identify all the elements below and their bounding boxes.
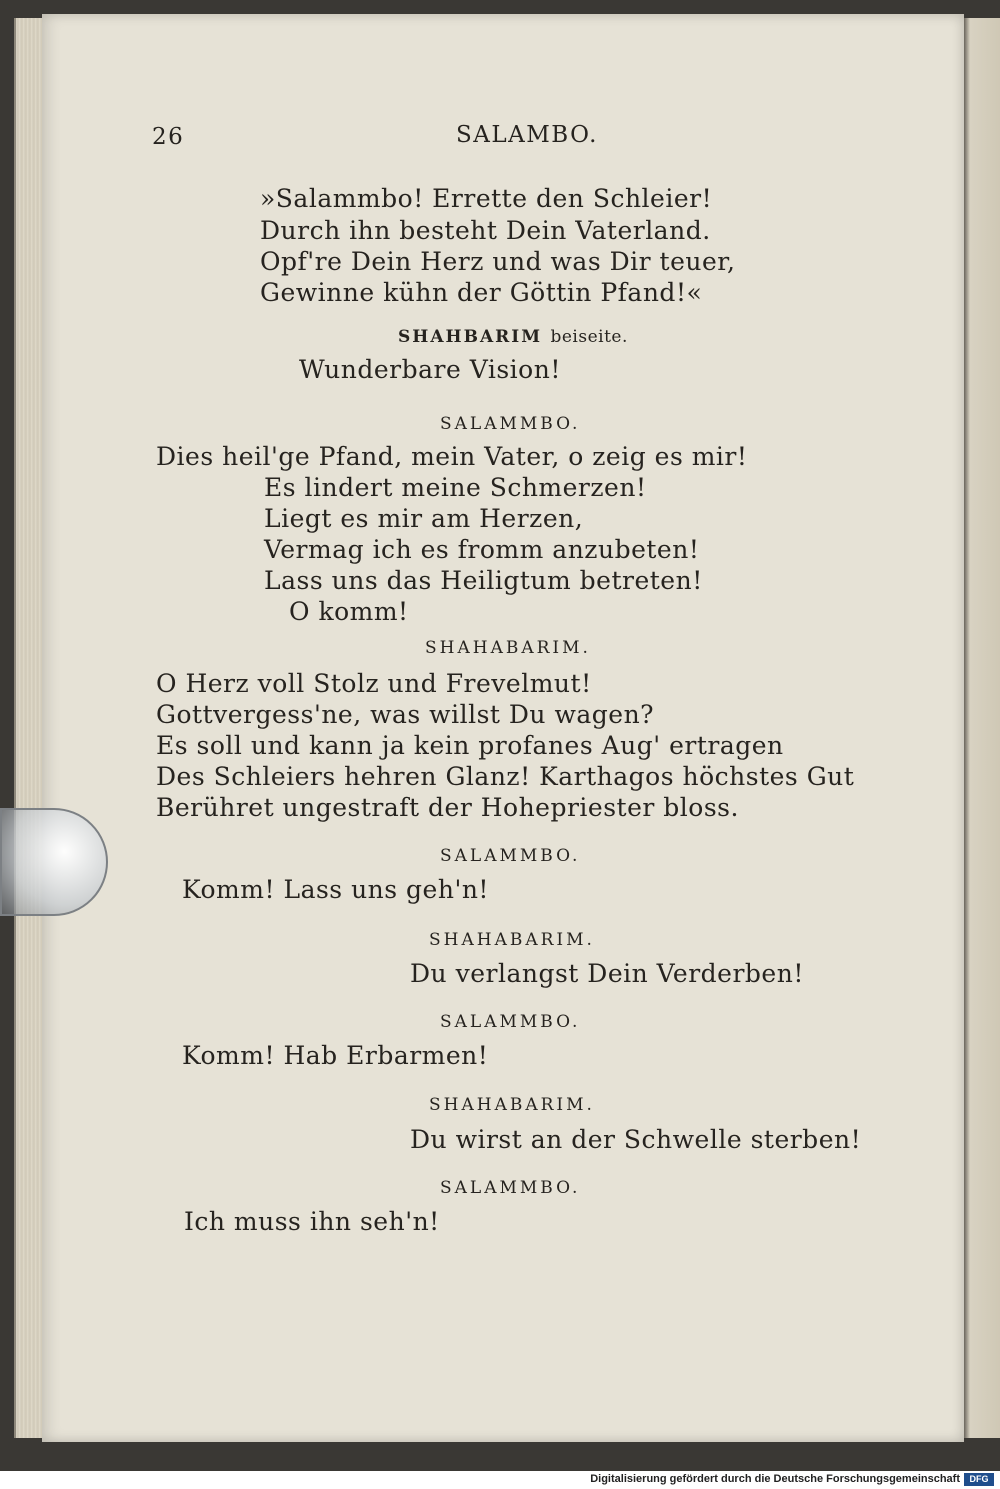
speaker-name: SHAHBARIM <box>398 327 543 347</box>
page-number: 26 <box>152 124 185 150</box>
verse-line: »Salammbo! Errette den Schleier! <box>260 184 713 213</box>
stage-direction: beiseite. <box>550 327 628 347</box>
speaker-heading: SHAHABARIM. <box>429 1095 595 1115</box>
verse-line: Berühret ungestraft der Hohepriester bloss. <box>156 793 739 822</box>
verse-line: Vermag ich es fromm anzubeten! <box>264 535 700 564</box>
page-clip <box>0 808 108 916</box>
verse-line: Liegt es mir am Herzen, <box>264 504 584 533</box>
speaker-heading: SALAMMBO. <box>440 1178 581 1198</box>
speaker-heading: SALAMMBO. <box>440 414 581 434</box>
verse-line: Du verlangst Dein Verderben! <box>410 959 804 988</box>
verse-line: Des Schleiers hehren Glanz! Karthagos höchstes Gut <box>156 762 855 791</box>
verse-line: Durch ihn besteht Dein Vaterland. <box>260 216 711 245</box>
book-page <box>42 14 964 1442</box>
funding-credit: Digitalisierung gefördert durch die Deutsche Forschungsgemeinschaft <box>590 1473 960 1485</box>
speaker-heading: SHAHABARIM. <box>425 638 591 658</box>
verse-line: Gottvergess'ne, was willst Du wagen? <box>156 700 655 729</box>
verse-line: Wunderbare Vision! <box>299 355 561 384</box>
dfg-logo: DFG <box>964 1473 994 1486</box>
verse-line: Ich muss ihn seh'n! <box>184 1207 440 1236</box>
verse-line: Dies heil'ge Pfand, mein Vater, o zeig es mir! <box>156 442 748 471</box>
speaker-heading: SALAMMBO. <box>440 846 581 866</box>
running-title: SALAMBO. <box>456 122 598 148</box>
verse-line: Es lindert meine Schmerzen! <box>264 473 647 502</box>
verse-line: Du wirst an der Schwelle sterben! <box>410 1125 862 1154</box>
verse-line: Gewinne kühn der Göttin Pfand!« <box>260 278 703 307</box>
verse-line: Lass uns das Heiligtum betreten! <box>264 566 703 595</box>
verse-line: Komm! Hab Erbarmen! <box>182 1041 489 1070</box>
footer-bar <box>0 1471 1000 1489</box>
speaker-heading: SHAHABARIM. <box>429 930 595 950</box>
speaker-heading <box>398 327 628 347</box>
verse-line: O Herz voll Stolz und Frevelmut! <box>156 669 592 698</box>
verse-line: O komm! <box>289 597 409 626</box>
verse-line: Komm! Lass uns geh'n! <box>182 875 489 904</box>
facing-page-edge <box>964 18 1000 1438</box>
verse-line: Es soll und kann ja kein profanes Aug' ertragen <box>156 731 784 760</box>
speaker-heading: SALAMMBO. <box>440 1012 581 1032</box>
verse-line: Opf're Dein Herz und was Dir teuer, <box>260 247 736 276</box>
